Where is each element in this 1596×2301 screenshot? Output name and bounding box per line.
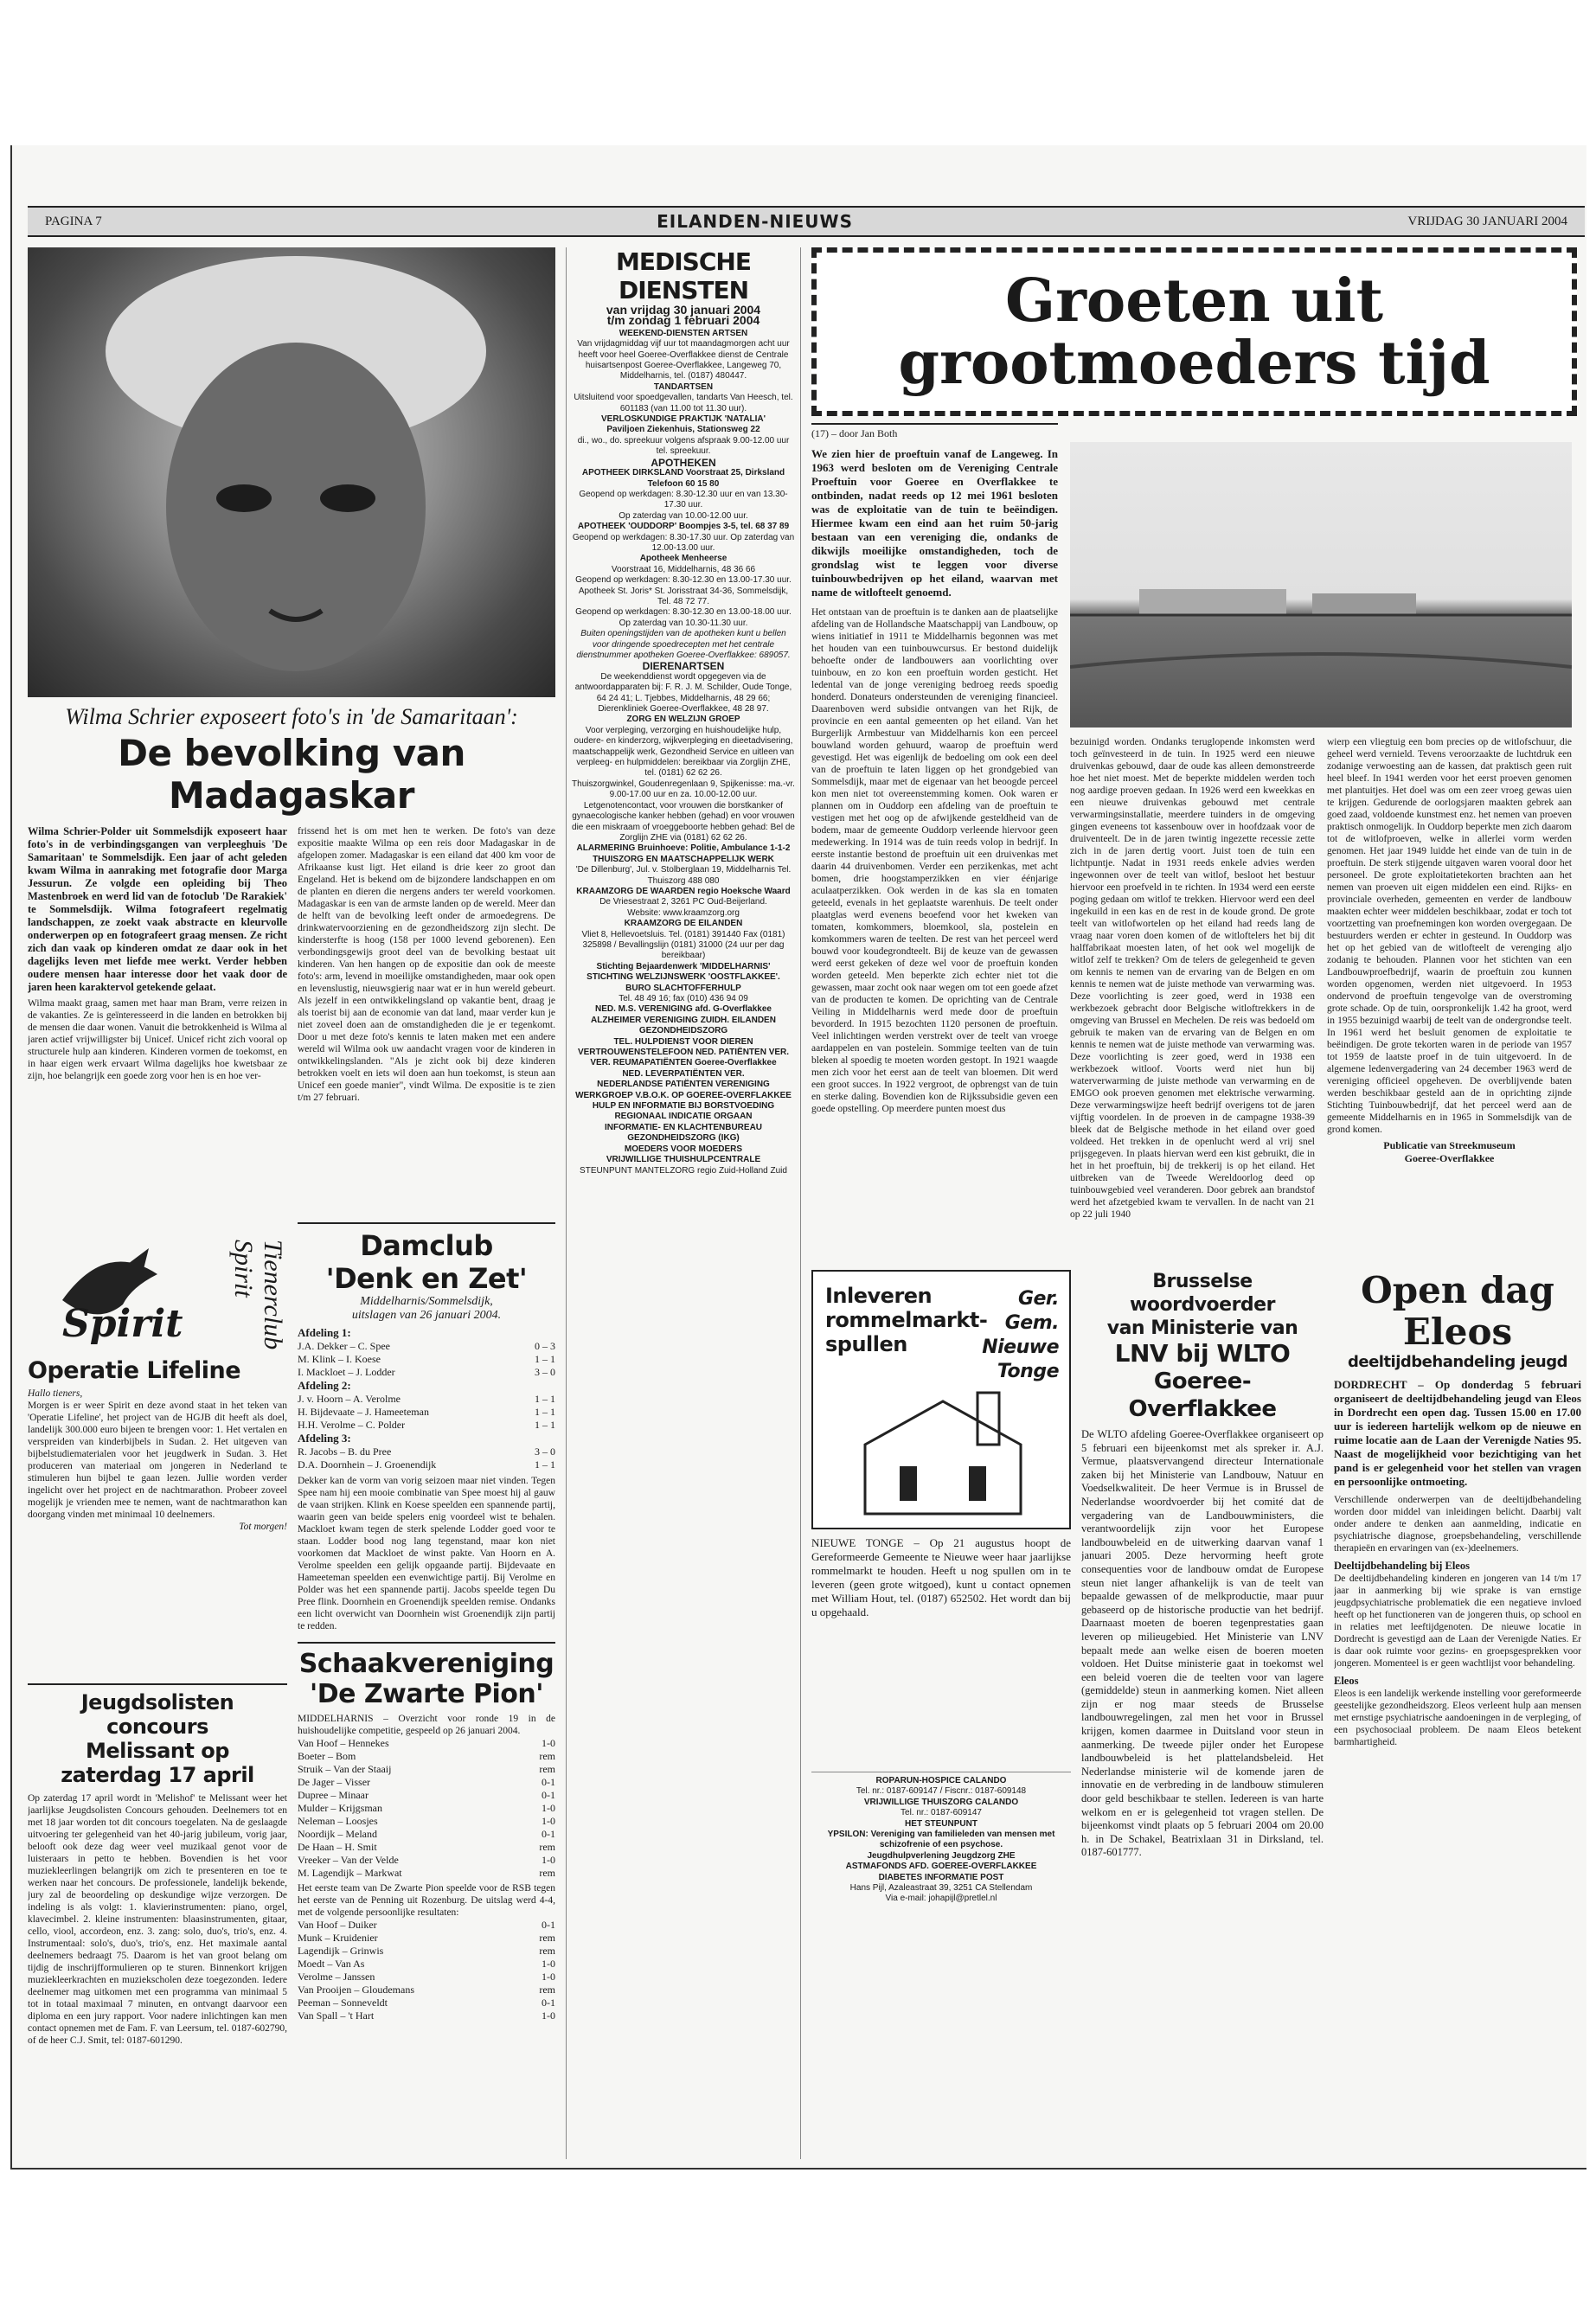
groeten-col-1: Het ontstaan van de proeftuin is te danken aan de plaatselijke afdeling van de Hollandsche Maatschappij van Landbouw, op wiens initiatief in 1911 te Middelharnis begonnen was met het houden van een tuinbouwcursus. Er bestond duidelijk behoefte onder de landbouwers aan voorlichting over tuinbouw, en zo kon een proeftuin worden gesticht. Het ledental van de jonge vereniging bedroeg reeds spoedig honderd. Donateurs ondersteunden de vereniging financieel. Daarenboven werd subsidie ontvangen van het Rijk, de provincie en een aantal gemeenten op het eiland. Van het Burgerlijk Armbestuur van Middelharnis kon een perceel bouwland worden gehuurd, waarop de proeftuin werd gevestigd. Het was eigenlijk de bedoeling om ook een deel van de proeftuin te laten liggen op het grondgebied van Sommelsdijk, maar met de eigenaar van het beoogde perceel kon men niet tot overeenstemming komen. Ook waren er plannen om in Ouddorp een afdeling van de proeftuin te vestigen met het oog op de afwijkende gesteldheid van de bodem, maar de gemeente Ouddorp verleende hiervoor geen medewerking. In 1914 was de tuin reeds volop in bedrijf. In eerste instantie bestond de proeftuin uit een druivenkas met daarin 44 druivenbomen. Verder een perzikenkas, met acht bomen, drie hoogstamperzikken en vier éénjarige aculaatperzikken. Ook werden in de kas sla en tomaten geteeld, evenals in het geplaatste warenhuis. De teelt onder plaatglas werd evenens beoefend voor het kweken van tomaten, komkommers, bloemkool, sla, postelein en komkommers waren de teelten. De rest van het perceel werd bouwd voor koudegrondteelt. Bij de keuze van de gewassen werd eerst gekeken of deze wel voor de proeftuin konden worden geteeld. Men beperkte zich echter niet tot die gewassen, maar zocht ook naar wegen om tot een goede afzet van de producten te komen. De oprichting van de Centrale Veiling in Middelharnis werd mede door de proeftuin bevorderd. In 1915 bezochten 1120 personen de proeftuin. Veel inlichtingen werden verstrekt over de teelt van vroege aardappelen en van postelein. Sommige teelten van de tuin bleken al spoedig te moeten worden gestopt. In 1921 waagde men zich voor het eerst aan de teelt van bloemen. Dit werd een groot succes. In 1922 vergroot, de opbrengst van de tuin en sterke daling. Bovendien kon de Rijkssubsidie geven een goede opstelling. Op meerdere punten moest dus xyxy=(811,607,1058,1114)
med-line: De weekenddienst wordt opgegeven via de antwoordapparaten bij: F. R. J. M. Schilder, Oude Tonge, 64 24 41; L. Tjebbes, Middelharnis, 48 29 66; Dierenkliniek Goeree-Overflakkee, 48 28 97. xyxy=(574,671,792,715)
med-line: VERLOSKUNDIGE PRAKTIJK 'NATALIA' xyxy=(601,414,766,425)
result-row: Peeman – Sonneveldt 0-1 xyxy=(298,1997,555,2009)
result-row: De Jager – Visser 0-1 xyxy=(298,1776,555,1788)
result-row: I. Mackloet – J. Lodder 3 – 0 xyxy=(298,1366,555,1378)
service-line: HET STEUNPUNT xyxy=(905,1818,977,1829)
schaak-intro: MIDDELHARNIS – Overzicht voor ronde 19 in de huishoudelijke competitie, gespeeld op 26 januari 2004. xyxy=(298,1714,555,1736)
med-line: THUISZORG EN MAATSCHAPPELIJK WERK xyxy=(593,854,774,864)
service-line: ASTMAFONDS AFD. GOEREE-OVERFLAKKEE xyxy=(845,1862,1037,1872)
med-line: ALZHEIMER VERENIGING ZUIDH. EILANDEN xyxy=(591,1015,776,1025)
eleos-sub-2: Deeltijdbehandeling bij Eleos xyxy=(1334,1560,1470,1572)
madagaskar-lead: Wilma Schrier-Polder uit Sommelsdijk exposeert haar foto's in de verbindingsgangen van verpleeghuis 'De Samaritaan' te Sommelsdijk. Een jaar of acht geleden kwam Wilma in aanraking met fotografie door Marga Jessurun. Ze volgde een opleiding bij Theo Mastenbroek en werd lid van de fotoclub 'De Rarakiek' te Sommelsdijk. Wilma fotografeert regelmatig landschappen, ze zoekt vaak abstracte en kleurvolle onderwerpen op en fotografeert graag mensen. Ze richt zich dan vaak op kinderen omdat ze daar ook in het dagelijks leven met liefde mee werkt. Verder hebben oudere mensen haar interesse door het vaak door de jaren heen karaktervol getekende gelaat. xyxy=(28,825,287,993)
spirit-article xyxy=(28,1222,287,1672)
med-line: WEEKEND-DIENSTEN ARTSEN xyxy=(619,328,748,338)
eleos-body-3: Eleos is een landelijk werkende instelling voor gereformeerde geestelijke gezondheidszorg. Eleos verleent hulp aan mensen met ernstige psychiatrische aandoeningen in de verpleging, of een psychosociaal probleem. De naam Eleos betekent barmhartigheid. xyxy=(1334,1689,1581,1747)
brusselse-article xyxy=(1081,1270,1324,2161)
eleos-headline-2: Eleos xyxy=(1402,1311,1513,1353)
eleos-sub: deeltijdbehandeling jeugd xyxy=(1347,1353,1568,1371)
damclub-afd3-results xyxy=(298,1445,555,1471)
med-line: NEDERLANDSE PATIËNTEN VERENIGING xyxy=(597,1080,770,1090)
result-row: Van Hoof – Hennekes 1-0 xyxy=(298,1737,555,1749)
spirit-body: Morgen is er weer Spirit en deze avond staat in het teken van 'Operatie Lifeline', het project van de HGJB dit heeft als doel, landelijk 300.000 euro bijeen te brengen voor: 1. Het vertalen en verspreiden van kinderbijbels in Sudan. 2. Het uitgeven van bijbelstudiematerialen voor het jeugdwerk in Sudan. 3. Het produceren van materiaal om jongeren in Nederland te stimuleren hun bijbel te gaan lezen. Jullie worden verder ingelicht over het project en de nachtmarathon. Probeer zoveel mogelijk je vrienden mee te nemen, want de nachtmarathon kan doorgang vinden met minimaal 10 deelnemers. xyxy=(28,1400,287,1520)
service-line: ROPARUN-HOSPICE CALANDO xyxy=(875,1776,1007,1785)
med-line: GEZONDHEIDSZORG xyxy=(638,1026,728,1036)
eleos-body: Verschillende onderwerpen van de deeltijdbehandeling worden door middel van inleidingen belicht. Daarbij valt onder andere te denken aan aanmelding, indicatie en psychiatrische diagnose, groepsbehandeling, verschillende therapieën en ervaringen van (ex-)deelnemers. xyxy=(1334,1495,1581,1554)
brusselse-headline-1: Brusselse woordvoerder xyxy=(1130,1271,1275,1316)
med-line: NED. M.S. VERENIGING afd. G-Overflakkee xyxy=(595,1004,772,1015)
brusselse-headline-3: LNV bij WLTO xyxy=(1114,1339,1291,1368)
result-row: Verolme – Janssen 1-0 xyxy=(298,1971,555,1983)
med-line: REGIONAAL INDICATIE ORGAAN xyxy=(614,1112,753,1122)
result-row: D.A. Doornhein – J. Groenendijk 1 – 1 xyxy=(298,1458,555,1471)
newspaper-page xyxy=(10,145,1586,2170)
spirit-headline: Operatie Lifeline xyxy=(28,1357,241,1384)
med-line: Op zaterdag van 10.30-11.30 uur. xyxy=(619,618,748,628)
church-icon xyxy=(848,1384,1038,1522)
med-line: di., wo., do. spreekuur volgens afspraak 9.00-12.00 uur tel. spreekuur. xyxy=(577,435,790,457)
med-line: MOEDERS VOOR MOEDERS xyxy=(624,1144,743,1154)
rommelmarkt-church: Ger. Gem. Nieuwe Tonge xyxy=(982,1288,1059,1382)
spirit-sign: Tot morgen! xyxy=(239,1522,287,1532)
med-line: KRAAMZORG DE EILANDEN xyxy=(624,919,743,929)
girl-portrait-illustration xyxy=(28,247,555,697)
med-line: ZORG EN WELZIJN GROEP xyxy=(626,715,740,725)
result-row: M. Lagendijk – Markwat rem xyxy=(298,1867,555,1879)
brusselse-headline-4: Goeree-Overflakkee xyxy=(1128,1368,1277,1422)
madagaskar-headline: De bevolking van Madagaskar xyxy=(118,732,465,817)
groeten-credit-1: Publicatie van Streekmuseum xyxy=(1383,1139,1516,1151)
med-line: Geopend op werkdagen: 8.30-12.30 uur en van 13.30-17.30 uur. xyxy=(579,489,788,510)
med-line: Buiten openingstijden van de apotheken kunt u bellen voor dringende spoedrecepten met het centrale dienstnummer apotheken Goeree-Overflakkee: 689057. xyxy=(576,629,791,660)
groeten-credit-2: Goeree-Overflakkee xyxy=(1404,1152,1495,1164)
result-row: Struik – Van der Staaij rem xyxy=(298,1763,555,1775)
med-line: Apotheek Menheerse xyxy=(639,554,727,564)
service-line: Tel. nr.: 0187-609147 xyxy=(901,1808,982,1818)
med-line: STEUNPUNT MANTELZORG regio Zuid-Holland Zuid xyxy=(580,1165,787,1176)
med-line: De Vriesestraat 2, 3261 PC Oud-Beijerland. xyxy=(599,897,767,907)
med-line: TANDARTSEN xyxy=(653,381,714,392)
damclub-afd2-label: Afdeling 2: xyxy=(298,1379,351,1392)
med-line: Stichting Bejaardenwerk 'MIDDELHARNIS' xyxy=(596,961,771,971)
med-line: Letgenotencontact, voor vrouwen die borstkanker of gynaecologische kanker hebben (gehad) en voor vrouwen die een miskraam of vroeggeboorte hebben gehad: Bel de Zorglijn ZHE via (0181) 62 62 26. xyxy=(572,800,795,843)
schaak-results-2 xyxy=(298,1919,555,2022)
jeugdsolisten-headline-3: zaterdag 17 april xyxy=(61,1763,254,1787)
result-row: M. Klink – I. Koese 1 – 1 xyxy=(298,1353,555,1365)
damclub-afd3-label: Afdeling 3: xyxy=(298,1432,351,1445)
result-row: Vreeker – Van der Velde 1-0 xyxy=(298,1854,555,1866)
medische-headline: MEDISCHE DIENSTEN xyxy=(616,247,751,304)
schaak-article xyxy=(298,1642,555,2161)
med-line: 'De Dillenburg', Jul. v. Stolberglaan 19, Middelharnis Tel. Thuiszorg 488 080 xyxy=(575,865,792,886)
result-row: Neleman – Loosjes 1-0 xyxy=(298,1815,555,1827)
spirit-logo xyxy=(28,1222,287,1352)
jeugdsolisten-headline-1: Jeugdsolisten concours xyxy=(80,1690,234,1739)
schaak-headline-1: Schaakvereniging xyxy=(298,1649,554,1679)
result-row: Mulder – Krijgsman 1-0 xyxy=(298,1802,555,1814)
service-line: DIABETES INFORMATIE POST xyxy=(878,1872,1004,1882)
result-row: Munk – Kruidenier rem xyxy=(298,1932,555,1944)
page-label: PAGINA 7 xyxy=(45,214,102,228)
damclub-sub-2: uitslagen van 26 januari 2004. xyxy=(351,1309,502,1322)
madagaskar-body-1: Wilma maakt graag, samen met haar man Bram, verre reizen in de vakanties. Ze is geïnteresseerd in die landen en betrokken bij de mensen die daar wonen. Vanuit die betrokkenheid is Wilma al jaren actief vrijwilligster bij Unicef. Unicef richt zich vooral op structurele hulp aan kinderen. Kinderen vormen de toekomst, en in haar eigen werk ervaart Wilma dagelijks hoe kwetsbaar ze zijn, hoe belangrijk een goede zorg voor hen is en hoe ver- xyxy=(28,998,287,1081)
result-row: Moedt – Van As 1-0 xyxy=(298,1958,555,1970)
schaak-results xyxy=(298,1737,555,1880)
med-line: APOTHEEK DIRKSLAND Voorstraat 25, Dirksland xyxy=(581,468,785,478)
med-line: Website: www.kraamzorg.org xyxy=(627,907,740,918)
med-line: Apotheek St. Joris* St. Jorisstraat 34-36, Sommelsdijk, Tel. 48 72 77. xyxy=(578,586,789,606)
rommelmarkt-box xyxy=(811,1270,1071,1529)
groeten-title-box xyxy=(811,247,1577,416)
med-line: HULP EN INFORMATIE BIJ BORSTVOEDING xyxy=(592,1101,775,1112)
med-line: BURO SLACHTOFFERHULP xyxy=(625,983,741,993)
result-row: De Haan – H. Smit rem xyxy=(298,1841,555,1853)
damclub-sub-1: Middelharnis/Sommelsdijk, xyxy=(360,1295,493,1308)
spirit-logo-word: Spirit xyxy=(62,1302,183,1346)
jeugdsolisten-article xyxy=(28,1683,287,2159)
damclub-body: Dekker kan de vorm van vorig seizoen maar niet vinden. Tegen Spee nam hij een mooie combinatie van Spee moest hij al gauw de vaan strijken. Klink en Koese speelden een spannende partij, waarin geen van beide spelers enig voordeel wist te behalen. Mackloet kwam tegen de sterk spelende Lodder goed voor te staan. Lodder bood nog lang tegenstand, maar kon niet voorkomen dat Mackloet de winst pakte. Van Hoorn en A. Verolme speelden een gelijk opgaande partij. Bijdevaate en Hameeteman speelden een evenwichtige partij. Bij Verolme en Polder was het een spannende partij. Jacobs speelde tegen Du Pree flink. Doornhein en Groenendijk speelden remise. Ondanks een licht overwicht van Doornhein wist Groenendijk zijn partij te redden. xyxy=(298,1476,555,1631)
result-row: Van Spall – 't Hart 1-0 xyxy=(298,2009,555,2022)
med-line: ALARMERING Bruinhoeve: Politie, Ambulance 1-1-2 xyxy=(576,843,791,854)
eleos-sub-3: Eleos xyxy=(1334,1675,1359,1687)
damclub-afd2-results xyxy=(298,1393,555,1432)
damclub-afd1-results xyxy=(298,1340,555,1379)
result-row: Van Prooijen – Gloudemans rem xyxy=(298,1984,555,1996)
service-line: Tel. nr.: 0187-609147 / Fiscnr.: 0187-609148 xyxy=(856,1786,1027,1797)
med-line: Thuiszorgwinkel, Goudenregenlaan 9, Spijkenisse: ma.-vr. 9.00-17.00 uur en za. 10.00-12.00 uur. xyxy=(572,779,795,800)
med-line: Voorstraat 16, Middelharnis, 48 36 66 xyxy=(611,564,756,574)
med-line: Op zaterdag van 10.00-12.00 uur. xyxy=(619,510,748,521)
groeten-byline: (17) – door Jan Both xyxy=(811,427,898,439)
med-line: VRIJWILLIGE THUISHULPCENTRALE xyxy=(606,1155,761,1165)
med-line: WERKGROEP V.B.O.K. OP GOEREE-OVERFLAKKEE xyxy=(575,1090,792,1100)
medische-list xyxy=(572,329,795,1176)
groeten-title-1: Groeten uit xyxy=(1005,266,1383,336)
proeftuin-photo xyxy=(1070,442,1572,727)
med-line: Geopend op werkdagen: 8.30-12.30 en 13.00-17.30 uur. xyxy=(575,575,792,586)
medische-sub-1: van vrijdag 30 januari 2004 xyxy=(606,303,761,317)
rommelmarkt-article xyxy=(811,1270,1071,1754)
damclub-afd1-label: Afdeling 1: xyxy=(298,1326,351,1339)
greenhouse-landscape-illustration xyxy=(1070,442,1572,727)
med-line: VER. REUMAPATIËNTEN Goeree-Overflakkee xyxy=(590,1058,777,1068)
jeugdsolisten-headline-2: Melissant op xyxy=(86,1739,229,1763)
eleos-lead: DORDRECHT – Op donderdag 5 februari organiseert de deeltijdbehandeling jeugd van Eleos in Dordrecht een open dag. Tussen 15.00 en 17.00 uur is iedereen hartelijk welkom op de nieuwe en ruime locatie aan de Laan der Verenigde Naties 95. Naast de mogelijkheid voor bezichtiging van het pand is er gelegenheid voor het stellen van vragen en persoonlijke ontmoeting. xyxy=(1334,1378,1581,1488)
page-header xyxy=(28,206,1585,237)
result-row: Lagendijk – Grinwis rem xyxy=(298,1945,555,1957)
jeugdsolisten-body: Op zaterdag 17 april wordt in 'Melishof' te Melissant weer het jaarlijkse Jeugdsolisten Concours gehouden. Deelnemers tot en met 18 jaar worden tot dit concours toegelaten. Na de geslaagde uitvoering ter gelegenheid van het 40-jarig jubileum, vorig jaar, belooft ook deze dag weer veel muzikaal genot voor de luisteraars in petto te hebben. Bovendien is het voor muziekleerlingen belangrijk om zich te presenteren en toe te werken naar het concours. De professionele, landelijk bekende, jury zal de beoordeling op deskundige wijze verzorgen. De indeling is als volgt: 1. klavierinstrumenten: piano, orgel, klavecimbel. 2. kleine instrumenten: blaasinstrumenten, gitaar, cello, viool, accordeon, enz. 3. zang: solo, duo's, trio's, enz. 4. Instrumentaal: solo's, duo's, trio's, enz. Het maximale aantal deelnemers bedraagt 75. Daarom is het van groot belang om tijdig de inschrijfformulieren op te sturen. Binnenkort krijgen muziekleerkrachten en muziekscholen deze toegezonden. Iedere deelnemer mag uitkomen met een programma van minimaal 5 tot in totaal maximaal 7 minuten, en ontvangt daarvoor een diploma en een jury rapport. Voor nadere inlichtingen kan men contact opnemen met de Fam. F. van Leersum, tel. 0187-602790, of de heer C.J. Smit, tel: 0187-601290. xyxy=(28,1793,287,2046)
med-line: NED. LEVERPATIËNTEN VER. xyxy=(622,1068,745,1079)
med-line: Van vrijdagmiddag vijf uur tot maandagmorgen acht uur heeft voor heel Goeree-Overflakkee dienst de Centrale huisartsenpost Goeree-Overflakkee, Langeweg 70, Middelharnis, tel. (0187) 480447. xyxy=(577,339,790,381)
med-line: Geopend op werkdagen: 8.30-12.30 en 13.00-18.00 uur. xyxy=(575,607,792,618)
spirit-salutation: Hallo tieners, xyxy=(28,1388,83,1399)
med-line: Uitsluitend voor spoedgevallen, tandarts Van Heesch, tel. 601183 (van 11.00 tot 11.30 uur). xyxy=(574,393,793,413)
med-line: Voor verpleging, verzorging en huishoudelijke hulp, oudere- en kinderzorg, wijkverpleging en dieetadvisering, maatschappelijk werk, Gezondheid Service en uitleen van verpleeg- en hulpmiddelen: bereikbaar via Zorglijn ZHE, tel. (0181) 62 62 26. xyxy=(572,725,795,779)
schaak-mid: Het eerste team van De Zwarte Pion speelde voor de RSB tegen het eerste van de Penning uit Rozenburg. De uitslag werd 4-4, met de volgende persoonlijke resultaten: xyxy=(298,1883,555,1918)
result-row: Van Hoof – Duiker 0-1 xyxy=(298,1919,555,1931)
med-line: APOTHEEK 'OUDDORP' Boompjes 3-5, tel. 68 37 89 xyxy=(577,522,790,532)
brusselse-body: De WLTO afdeling Goeree-Overflakkee organiseert op 5 februari een bijeenkomst met als spreker ir. A.J. Vermue, plaatsvervangend directeur Internationale zaken bij het Ministerie van Landbouw, Natuur en Voedselkwaliteit. De heer Vermue is in Brussel de Nederlandse woordvoerder bij het comité dat de vergadering van de Landbouwministers, die verantwoordelijk zijn voor het Europese landbouwbeleid en de uitwerking daarvan vanaf 1 januari 2005. Deze hervorming heeft grote consequenties voor de landbouw omdat de Europese steun niet langer afhankelijk is van de teelt van bepaalde gewassen of de melkproductie, maar puur gebaseerd op de historische productie van het bedrijf. Daarnaast moeten de boeren tegenprestaties gaan leveren op milieugebied. Het Ministerie van LNV bepaalt mede aan welke eisen de boeren moeten voldoen. Het Duitse ministerie gaat in toekomst wel een beleid voeren die de teelten voor van lagere (gemiddelde) steun in aanmerking komen. Niet alleen zijn er nog maar steeds de Brusselse landbouwregelingen, zal men het voor in Brussel krijgen, komen daarmee in Duitsland voor steun in aanmerking. De tweede pijler onder het Europese landbouwbeleid is het plattelandsbeleid. Het Nederlandse ministerie wil de komende jaren de innovatie en de verbreding in de landbouw stimuleren door geld beschikbaar te stellen. Iedereen is van harte welkom en er is gelegenheid tot vragen stellen. De bijeenkomst vindt plaats op 5 februari 2004 om 20.00 h. in De Schakel, Beatrixlaan 31 in Dirksland, tel. 0187-601777. xyxy=(1081,1428,1324,1859)
eleos-article xyxy=(1334,1270,1581,2161)
eleos-body-2: De deeltijdbehandeling kinderen en jongeren van 14 t/m 17 jaar in aanmerking bij wie sprake is van ernstige jeugdpsychiatrische problematiek die een negatieve invloed heeft op het functioneren van de jongeren thuis, op school en in relaties met leeftijdgenoten. De nieuwe locatie in Dordrecht is gevestigd aan de Laan der Verenigde Naties. Er is daar ook ruimte voor gezins- en groepsgesprekken voor jongeren. Momenteel is er geen wachtlijst voor behandeling. xyxy=(1334,1574,1581,1669)
result-row: R. Jacobs – B. du Pree 3 – 0 xyxy=(298,1445,555,1458)
result-row: H.H. Verolme – C. Polder 1 – 1 xyxy=(298,1419,555,1431)
med-line: TEL. HULPDIENST VOOR DIEREN xyxy=(613,1036,753,1047)
result-row: Dupree – Minaar 0-1 xyxy=(298,1789,555,1801)
madagaskar-body-2: frissend het is om met hen te werken. De foto's van deze expositie maakte Wilma op een reis door Madagaskar in de afgelopen zomer. Madagaskar is een eiland dat 400 km voor de Afrikaanse kust ligt. Het eiland is drie keer zo groot dan Engeland. Het is bekend om de bijzondere landschappen en om de planten en dieren die nergens anders ter wereld voorkomen. Madagaskar is een van de armste landen op de wereld. Meer dan de helft van de bevolking leeft onder de armoedegrens. De drinkwatervoorziening en de gezondheidszorg zijn slecht. De kindersterfte is hoog (158 per 1000 levend geborenen). Een verbondingsgewijs groot deel van de bevolking bestaat uit kinderen. Van hen hangen op de expositie dan ook de meeste foto's: arm, levend in moeilijke omstandigheden, maar ook open en levenslustig, nieuwsgierig naar wat er in hun wereld gebeurt. Als jezelf in een ontwikkelingsland op vakantie bent, draag je als toerist bij aan de economie van dat land, maar verder kun je niet zoveel doen aan de omstandigheden die je er tegenkomt. Door u met deze foto's kennis te laten maken met een andere wereld wil Wilma ook uw aandacht vragen voor de kinderen in ontwikkelingslanden. "Als je zicht ook bij deze kinderen betrokken voelt en iets wil doen aan hun toekomst, is steun aan Unicef een goede manier", vindt Wilma. De expositie is te zien t/m 27 februari. xyxy=(298,826,555,1103)
med-line: Tel. 48 49 16; fax (010) 436 94 09 xyxy=(619,994,748,1003)
service-line: VRIJWILLIGE THUISZORG CALANDO xyxy=(863,1797,1019,1807)
med-line: STICHTING WELZIJNSWERK 'OOSTFLAKKEE'. xyxy=(586,972,780,983)
damclub-headline-1: Damclub xyxy=(360,1229,493,1262)
eleos-headline-1: Open dag xyxy=(1361,1270,1554,1311)
result-row: Boeter – Bom rem xyxy=(298,1750,555,1762)
med-line: Geopend op werkdagen: 8.30-17.30 uur. Op zaterdag van 12.00-13.00 uur. xyxy=(572,532,795,553)
result-row: H. Bijdevaate – J. Hameeteman 1 – 1 xyxy=(298,1406,555,1418)
med-line: Telefoon 60 15 80 xyxy=(647,478,720,489)
damclub-headline-2: 'Denk en Zet' xyxy=(325,1262,528,1295)
roparun-services xyxy=(811,1772,1071,2161)
brusselse-headline-2: van Ministerie van xyxy=(1106,1317,1298,1339)
service-line: Jeugdhulpverlening Jeugdzorg ZHE xyxy=(867,1850,1016,1861)
groeten-col-2: bezuinigd worden. Ondanks teruglopende inkomsten werd toch geïnvesteerd in de tuin. In 1925 werd een nieuwe druivenkas gebouwd, daar de oude kas alleen demonstreerde hoe het niet moest. Met de beperkte middelen werden toch nog aardige proeven gedaan. In 1926 werd een kweekkas en een nieuwe druivenkas gebouwd met centrale verwarmingsinstallatie, meerdere tuinders in de omgeving gingen eveneens tot kassenbouw over in hoofdzaak voor de druiventeelt. De in de jaren twintig ingezette recessie zette zich in de jaren dertig voort. Juist toen de tuin een lichtpuntje. Nadat in 1931 reeds enkele advies werden ingewonnen over de teelt van witlof, besloot het bestuur hiervoor een proefveld in te richten. In 1934 werd een eerste poging gedaan om witlof te trekken. Hiervoor werd een deel ingekuild in een kas en de rest in de koude grond. De grote teelt van witlofwortelen op het eiland had reeds lang de vraag naar voren doen komen of de witloftelers het bij dit halffabrikaat moesten laten, of het ook wel mogelijk de witlof zelf te trekken? Om de telers de gelegenheid te geven om kennis te nemen van de ervaring van de Belgen en om kennis te nemen wat de juiste methode van verwarming was. Deze voorlichting is zeer goed, werd in 1938 een werkbezoek gebracht door Belgische witloftrekkers in de omgeving van Brussel en Mechelen. De reis was bedoeld om gebruik te maken van de ervaring van de Belgen en om kennis te nemen wat de juiste methode van verwarming was. Deze voorlichting is zeer goed, werd in 1938 een werkbezoek witloof. Voorts werd niet hun bij waterverwarming de juiste methode van verwarming en de EMGO ook proeven genomen met elektrische verwarming. Deze verwarmingswijze heeft bedrijf overigens tot de jaren vijftig voordelen. In de proeven in de campagne 1938-39 bleek dat de Belgische methode in het eiland over goed voldeed. Het trekken in de openlucht werd al vrij snel prijsgegeven. In plaats hiervan werd een kist gebruikt, die in het in het proeftuin, bij de trekkerij is op het eiland. Het uitbreken van de Tweede Wereldoorlog deed op tuinbouwgebied veel veranderen. Door gebrek aan brandstof werd het afzetgebied kwam te vervallen. In de nacht van 21 op 22 juli 1940 xyxy=(1070,737,1315,1220)
med-line: Vliet 8, Hellevoetsluis. Tel. (0181) 391440 Fax (0181) 325898 / Bevallingslijn (0181) 31000 (24 uur per dag bereikbaar) xyxy=(581,929,785,961)
result-row: J.A. Dekker – C. Spee 0 – 3 xyxy=(298,1340,555,1352)
med-line: APOTHEKEN xyxy=(651,456,716,469)
groeten-title-2: grootmoeders tijd xyxy=(898,328,1490,398)
medische-diensten xyxy=(566,247,801,2159)
girl-photo xyxy=(28,247,555,697)
rommelmarkt-title: Inleveren rommelmarkt-spullen xyxy=(825,1284,988,1356)
damclub-article xyxy=(298,1222,555,1633)
service-line: Hans Pijl, Azaleastraat 39, 3251 CA Stellendam xyxy=(849,1883,1033,1894)
masthead: EILANDEN-NIEUWS xyxy=(657,211,854,232)
med-line: VERTROUWENSTELEFOON NED. PATIËNTEN VER. xyxy=(577,1048,790,1058)
madagaskar-article xyxy=(28,247,555,1208)
result-row: J. v. Hoorn – A. Verolme 1 – 1 xyxy=(298,1393,555,1405)
photo-caption: Wilma Schrier exposeert foto's in 'de Samaritaan': xyxy=(65,704,518,729)
groeten-col-3: wierp een vliegtuig een bom precies op de witlofschuur, die geheel werd vernield. Tevens veroorzaakte de luchtdruk een zodanige verwoesting aan de kassen, dat praktisch geen ruit heel bleef. In 1941 werden voor het eerst proeven genomen met plantuitjes. Het doel was om een zeer vroeg gewas uien te krijgen. Gedurende de oorlogsjaren maakten gebrek aan goed zaad, voldoende kunstmest enz. het nemen van proeven praktisch onmogelijk. In Ouddorp beperkte men zich daarom tot de witlofproeven, welke in allerlei vorm werden genomen. Het jaar 1949 luidde het einde van de tuin in de proeftuin. De sterk stijgende uitgaven waren vooral door het personeel. De grote exploitatietekorten brachten aan het nemen van proeven uit eigen middelen een eind. Rijks- en provinciale overheden, gemeenten en verder de landbouw maakten echter weer middelen beschikbaar, zodat er toch tot voortzetting van proefnemingen kon worden overgegaan. De bestuurders werden er echter in gesteund. In Ouddorp was het op het gebied van de witlofteelt de verenging aljo zodanig te behouden. Plannen voor het stichten van een Landbouwproefbedrijf, waarin de proeftuin zou kunnen worden opgenomen, werden niet uitgevoerd. In 1953 ondervond de proeftuin tengevolge van de overstroming grote schade. Op de tuin, oorspronkelijk 1.42 ha groot, werd in 1955 bezuinigd waarbij de teelt van de ondergrondse teelt. In 1961 werd het besluit genomen de exploitatie te beëindigen. De grote tekorten waren in de periode van 1957 tot 1959 de laatste proef in de tuin uitgevoerd. In de algemene ledenvergadering van 24 december 1963 werd de vereniging officieel opgeheven. De overblijvende baten werden beschikbaar gesteld aan de in oprichting zijnde Stichting Tuinbouwbedrijf, dat het perceel werd aan de gemeente Middelharnis en in 1965 in Sommelsdijk van de grond komen. xyxy=(1327,737,1572,1135)
service-line: YPSILON: Vereniging van familieleden van mensen met schizofrenie of een psychose. xyxy=(827,1830,1055,1850)
schaak-headline-2: 'De Zwarte Pion' xyxy=(310,1679,543,1709)
service-line: Via e-mail: johapijl@pretlel.nl xyxy=(885,1894,997,1904)
groeten-lead: We zien hier de proeftuin vanaf de Langeweg. In 1963 werd besloten om de Vereniging Centrale Proeftuin voor Goeree en Overflakkee te ontbinden, nadat reeds op 12 mei 1961 besloten was de exploitatie van de tuin te beëindigen. Hiermee kwam een eind aan het ruim 50-jarig bestaan van een vereniging die, ondanks de dikwijls moeilijke omstandigheden, toch de grondslag wist te leggen voor diverse tuinbouwbedrijven op het eiland, waarvan met name de witlofteelt genoemd. xyxy=(811,447,1058,599)
issue-date: VRIJDAG 30 JANUARI 2004 xyxy=(1407,214,1567,228)
result-row: Noordijk – Meland 0-1 xyxy=(298,1828,555,1840)
medische-sub-2: t/m zondag 1 februari 2004 xyxy=(606,313,760,328)
med-line: Paviljoen Ziekenhuis, Stationsweg 22 xyxy=(606,425,760,435)
rommelmarkt-body: NIEUWE TONGE – Op 21 augustus hoopt de Gereformeerde Gemeente te Nieuwe weer haar jaarlijkse rommelmarkt te houden. Heeft u nog spullen om in te leveren (geen grote witgoed), kunt u contact opnemen met William Hout, tel. (0187) 652502. Het wordt dan bij u opgehaald. xyxy=(811,1536,1071,1618)
groeten-article xyxy=(811,247,1581,1259)
med-line: INFORMATIE- EN KLACHTENBUREAU GEZONDHEIDSZORG (IKG) xyxy=(604,1122,763,1144)
spirit-script: Tienerclub Spirit xyxy=(229,1240,287,1350)
med-line: DIERENARTSEN xyxy=(642,660,725,673)
med-line: KRAAMZORG DE WAARDEN regio Hoeksche Waard xyxy=(576,886,791,896)
